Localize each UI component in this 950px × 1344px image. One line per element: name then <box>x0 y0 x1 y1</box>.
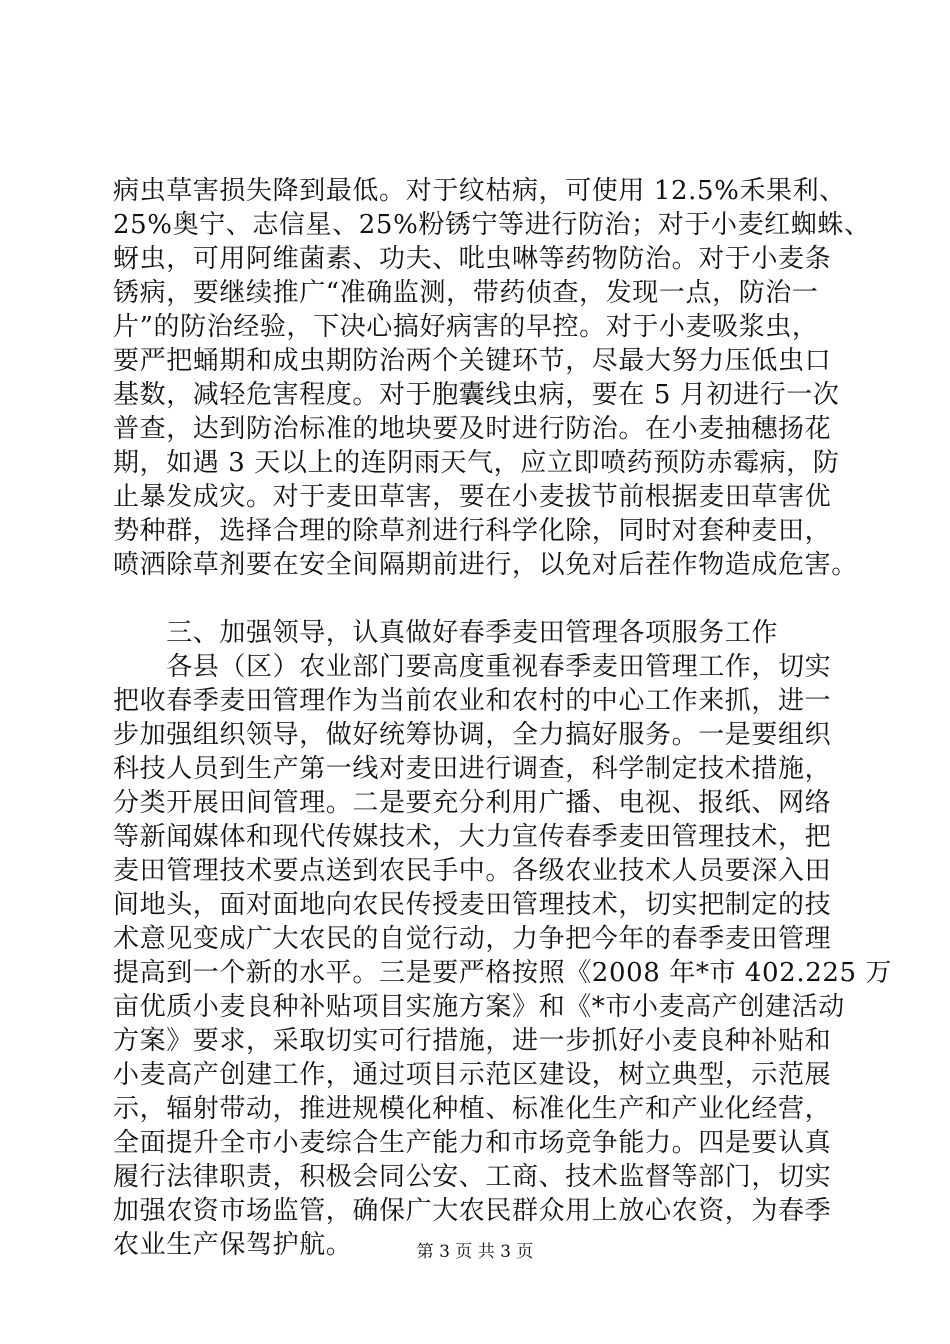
body-text-line: 加强农资市场监管，确保广大农民群众用上放心农资，为春季 <box>113 1196 832 1226</box>
body-text-line: 农业生产保驾护航。 <box>113 1230 353 1260</box>
body-text-line: 病虫草害损失降到最低。对于纹枯病，可使用 12.5%禾果利、 <box>113 176 846 206</box>
body-text-line: 亩优质小麦良种补贴项目实施方案》和《*市小麦高产创建活动 <box>113 992 845 1022</box>
body-text-line: 术意见变成广大农民的自觉行动，力争把今年的春季麦田管理 <box>113 924 832 954</box>
section-heading: 三、加强领导，认真做好春季麦田管理各项服务工作 <box>113 618 779 648</box>
body-text-line: 蚜虫，可用阿维菌素、功夫、吡虫啉等药物防治。对于小麦条 <box>113 244 832 274</box>
body-text-line: 麦田管理技术要点送到农民手中。各级农业技术人员要深入田 <box>113 856 832 886</box>
body-text-line: 小麦高产创建工作，通过项目示范区建设，树立典型，示范展 <box>113 1060 832 1090</box>
body-text-line: 履行法律职责，积极会同公安、工商、技术监督等部门，切实 <box>113 1162 832 1192</box>
body-text-line: 方案》要求，采取切实可行措施，进一步抓好小麦良种补贴和 <box>113 1026 832 1056</box>
body-text-line: 步加强组织领导，做好统筹协调，全力搞好服务。一是要组织 <box>113 720 832 750</box>
body-text-line: 片”的防治经验，下决心搞好病害的早控。对于小麦吸浆虫， <box>113 312 819 342</box>
body-text-line: 各县（区）农业部门要高度重视春季麦田管理工作，切实 <box>113 652 832 682</box>
body-text-line: 全面提升全市小麦综合生产能力和市场竞争能力。四是要认真 <box>113 1128 832 1158</box>
body-text-line: 喷洒除草剂要在安全间隔期前进行，以免对后茬作物造成危害。 <box>113 550 858 580</box>
body-text-line: 25%奥宁、志信星、25%粉锈宁等进行防治；对于小麦红蜘蛛、 <box>113 210 871 240</box>
body-text-line: 要严把蛹期和成虫期防治两个关键环节，尽最大努力压低虫口 <box>113 346 832 376</box>
body-text-line: 科技人员到生产第一线对麦田进行调查，科学制定技术措施， <box>113 754 832 784</box>
body-text-line: 把收春季麦田管理作为当前农业和农村的中心工作来抓，进一 <box>113 686 832 716</box>
body-text-line: 锈病，要继续推广“准确监测，带药侦查，发现一点，防治一 <box>113 278 819 308</box>
body-text-line: 分类开展田间管理。二是要充分利用广播、电视、报纸、网络 <box>113 788 832 818</box>
body-text-line: 止暴发成灾。对于麦田草害，要在小麦拔节前根据麦田草害优 <box>113 482 832 512</box>
body-text-line: 示，辐射带动，推进规模化种植、标准化生产和产业化经营， <box>113 1094 832 1124</box>
page-footer: 第 3 页 共 3 页 <box>416 1242 534 1262</box>
body-text-line: 基数，减轻危害程度。对于胞囊线虫病，要在 5 月初进行一次 <box>113 380 840 410</box>
body-text-line: 等新闻媒体和现代传媒技术，大力宣传春季麦田管理技术，把 <box>113 822 832 852</box>
body-text-line: 提高到一个新的水平。三是要严格按照《2008 年*市 402.225 万 <box>113 958 893 988</box>
body-text-line: 普查，达到防治标准的地块要及时进行防治。在小麦抽穗扬花 <box>113 414 832 444</box>
body-text-line: 势种群，选择合理的除草剂进行科学化除，同时对套种麦田， <box>113 516 832 546</box>
body-text-line: 期，如遇 3 天以上的连阴雨天气，应立即喷药预防赤霉病，防 <box>113 448 840 478</box>
body-text-line: 间地头，面对面地向农民传授麦田管理技术，切实把制定的技 <box>113 890 832 920</box>
